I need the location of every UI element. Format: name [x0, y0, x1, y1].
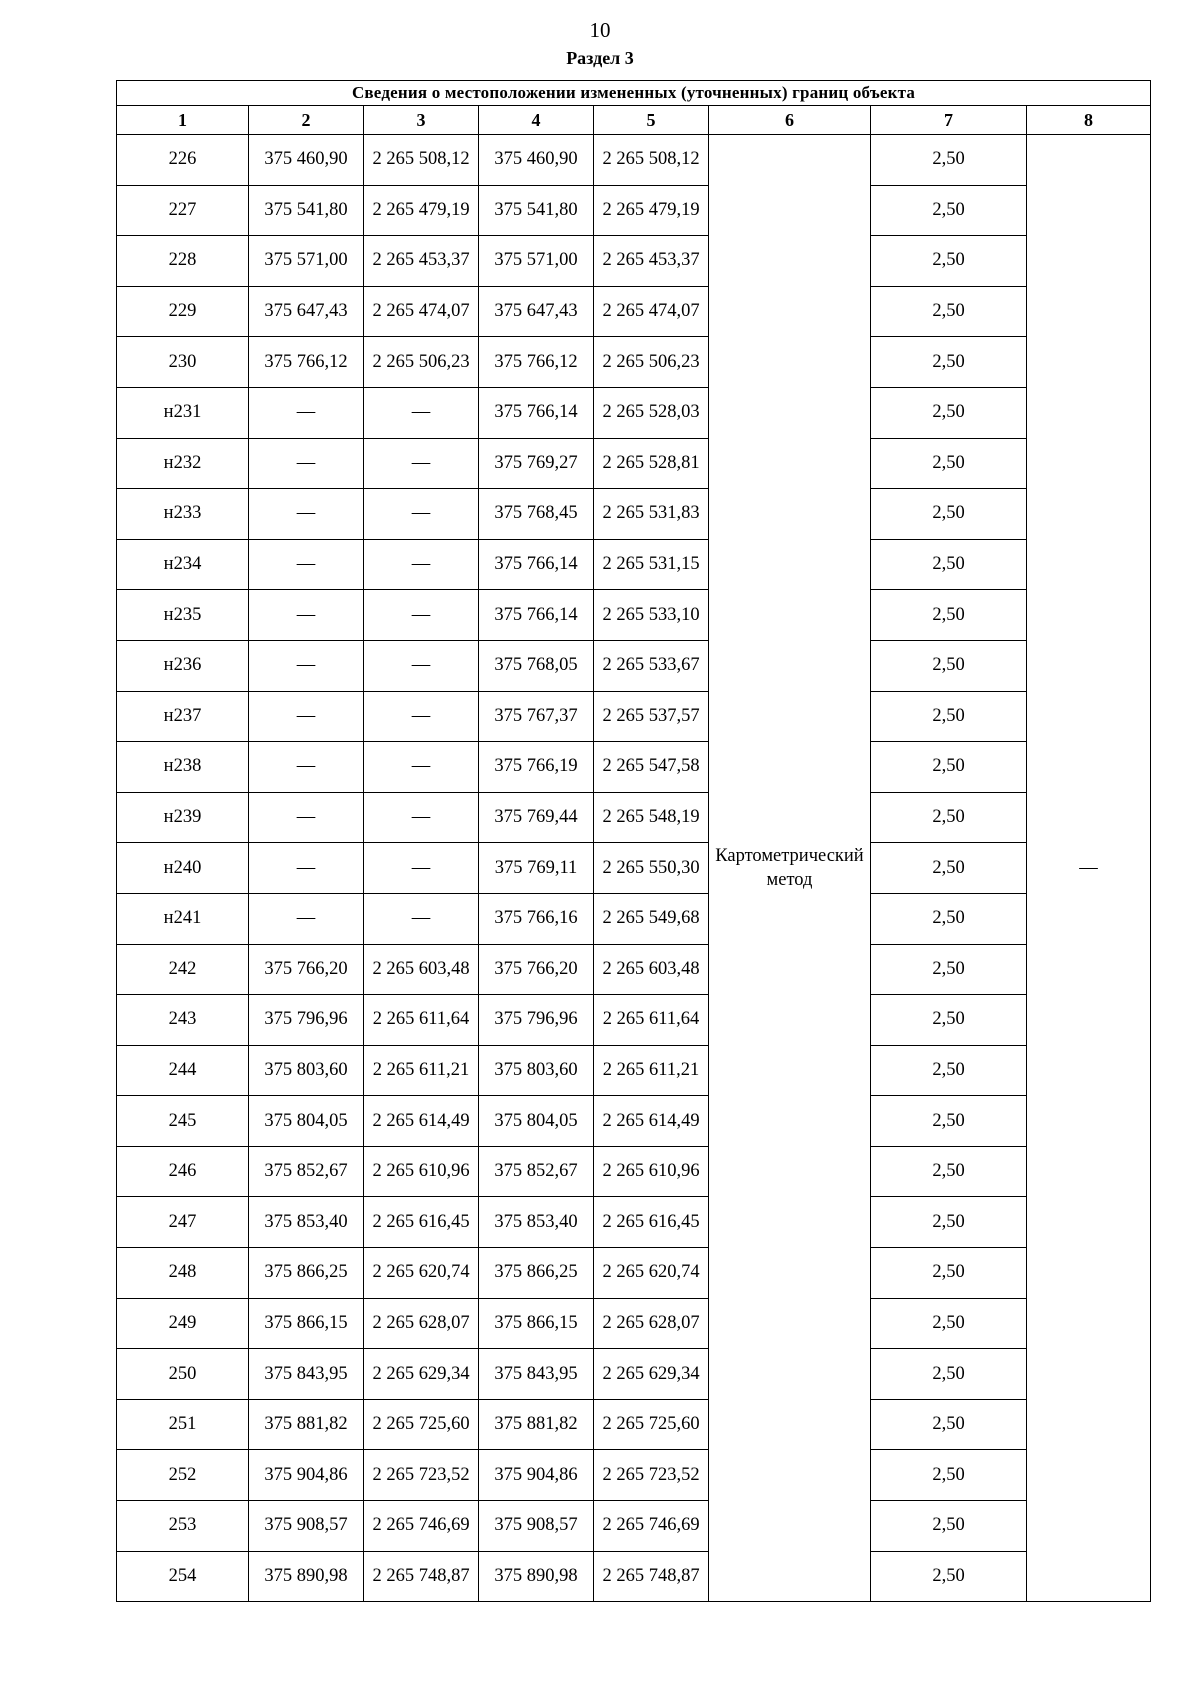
column-number: 3 — [364, 106, 479, 135]
accuracy-cell: 2,50 — [871, 1197, 1027, 1248]
point-number-cell: 250 — [117, 1349, 249, 1400]
old-y-cell: — — [364, 438, 479, 489]
accuracy-cell: 2,50 — [871, 135, 1027, 186]
accuracy-cell: 2,50 — [871, 995, 1027, 1046]
table-row — [117, 1349, 1151, 1400]
table-body — [117, 135, 1151, 1602]
table-row — [117, 1146, 1151, 1197]
point-number-cell: н241 — [117, 893, 249, 944]
table-row — [117, 185, 1151, 236]
old-x-cell: — — [249, 387, 364, 438]
old-x-cell: 375 460,90 — [249, 135, 364, 186]
new-x-cell: 375 852,67 — [479, 1146, 594, 1197]
table-row — [117, 893, 1151, 944]
new-x-cell: 375 766,14 — [479, 590, 594, 641]
column-number: 2 — [249, 106, 364, 135]
old-x-cell: 375 908,57 — [249, 1501, 364, 1552]
old-y-cell: — — [364, 742, 479, 793]
point-number-cell: н233 — [117, 489, 249, 540]
table-row — [117, 792, 1151, 843]
accuracy-cell: 2,50 — [871, 387, 1027, 438]
accuracy-cell: 2,50 — [871, 691, 1027, 742]
old-y-cell: 2 265 479,19 — [364, 185, 479, 236]
old-x-cell: — — [249, 843, 364, 894]
new-x-cell: 375 541,80 — [479, 185, 594, 236]
accuracy-cell: 2,50 — [871, 1096, 1027, 1147]
accuracy-cell: 2,50 — [871, 843, 1027, 894]
point-number-cell: 226 — [117, 135, 249, 186]
new-y-cell: 2 265 611,64 — [594, 995, 709, 1046]
old-x-cell: 375 803,60 — [249, 1045, 364, 1096]
new-y-cell: 2 265 533,67 — [594, 640, 709, 691]
old-y-cell: — — [364, 539, 479, 590]
new-y-cell: 2 265 746,69 — [594, 1501, 709, 1552]
point-number-cell: н235 — [117, 590, 249, 641]
table-row — [117, 1045, 1151, 1096]
point-number-cell: 228 — [117, 236, 249, 287]
old-x-cell: 375 881,82 — [249, 1399, 364, 1450]
point-number-cell: 229 — [117, 286, 249, 337]
old-y-cell: 2 265 611,21 — [364, 1045, 479, 1096]
column-number: 5 — [594, 106, 709, 135]
new-x-cell: 375 767,37 — [479, 691, 594, 742]
column-number: 1 — [117, 106, 249, 135]
accuracy-cell: 2,50 — [871, 1551, 1027, 1602]
table-row — [117, 1298, 1151, 1349]
old-y-cell: 2 265 453,37 — [364, 236, 479, 287]
old-x-cell: — — [249, 539, 364, 590]
point-number-cell: н236 — [117, 640, 249, 691]
old-x-cell: — — [249, 691, 364, 742]
new-y-cell: 2 265 549,68 — [594, 893, 709, 944]
new-y-cell: 2 265 628,07 — [594, 1298, 709, 1349]
table-row — [117, 640, 1151, 691]
new-x-cell: 375 766,19 — [479, 742, 594, 793]
old-x-cell: 375 866,25 — [249, 1248, 364, 1299]
point-number-cell: 249 — [117, 1298, 249, 1349]
new-x-cell: 375 766,14 — [479, 539, 594, 590]
accuracy-cell: 2,50 — [871, 742, 1027, 793]
table-caption: Сведения о местоположении измененных (уточненных) границ объекта — [117, 81, 1151, 106]
new-y-cell: 2 265 620,74 — [594, 1248, 709, 1299]
new-y-cell: 2 265 547,58 — [594, 742, 709, 793]
new-y-cell: 2 265 508,12 — [594, 135, 709, 186]
old-y-cell: 2 265 746,69 — [364, 1501, 479, 1552]
point-number-cell: 230 — [117, 337, 249, 388]
new-y-cell: 2 265 550,30 — [594, 843, 709, 894]
accuracy-cell: 2,50 — [871, 489, 1027, 540]
table-row — [117, 1501, 1151, 1552]
old-x-cell: — — [249, 742, 364, 793]
accuracy-cell: 2,50 — [871, 1501, 1027, 1552]
column-number: 7 — [871, 106, 1027, 135]
new-y-cell: 2 265 548,19 — [594, 792, 709, 843]
table-row — [117, 489, 1151, 540]
point-number-cell: 247 — [117, 1197, 249, 1248]
old-y-cell: 2 265 748,87 — [364, 1551, 479, 1602]
point-number-cell: н239 — [117, 792, 249, 843]
column-number-row — [117, 106, 1151, 135]
accuracy-cell: 2,50 — [871, 185, 1027, 236]
new-x-cell: 375 460,90 — [479, 135, 594, 186]
new-y-cell: 2 265 610,96 — [594, 1146, 709, 1197]
old-y-cell: — — [364, 640, 479, 691]
old-y-cell: — — [364, 843, 479, 894]
table-row — [117, 1197, 1151, 1248]
table-row — [117, 995, 1151, 1046]
old-x-cell: 375 766,12 — [249, 337, 364, 388]
table-row — [117, 135, 1151, 186]
new-x-cell: 375 768,05 — [479, 640, 594, 691]
table-row — [117, 1096, 1151, 1147]
new-x-cell: 375 766,12 — [479, 337, 594, 388]
old-y-cell: 2 265 474,07 — [364, 286, 479, 337]
old-y-cell: — — [364, 387, 479, 438]
new-x-cell: 375 881,82 — [479, 1399, 594, 1450]
column-8-cell: — — [1027, 135, 1151, 1602]
accuracy-cell: 2,50 — [871, 893, 1027, 944]
point-number-cell: 245 — [117, 1096, 249, 1147]
point-number-cell: 227 — [117, 185, 249, 236]
table-row — [117, 944, 1151, 995]
accuracy-cell: 2,50 — [871, 792, 1027, 843]
new-y-cell: 2 265 611,21 — [594, 1045, 709, 1096]
old-x-cell: 375 796,96 — [249, 995, 364, 1046]
point-number-cell: н231 — [117, 387, 249, 438]
point-number-cell: 253 — [117, 1501, 249, 1552]
old-x-cell: 375 890,98 — [249, 1551, 364, 1602]
old-y-cell: 2 265 616,45 — [364, 1197, 479, 1248]
new-x-cell: 375 904,86 — [479, 1450, 594, 1501]
accuracy-cell: 2,50 — [871, 640, 1027, 691]
new-x-cell: 375 571,00 — [479, 236, 594, 287]
new-x-cell: 375 768,45 — [479, 489, 594, 540]
new-y-cell: 2 265 528,03 — [594, 387, 709, 438]
old-y-cell: 2 265 610,96 — [364, 1146, 479, 1197]
page-number: 10 — [589, 18, 611, 42]
accuracy-cell: 2,50 — [871, 1248, 1027, 1299]
point-number-cell: 248 — [117, 1248, 249, 1299]
column-number: 4 — [479, 106, 594, 135]
old-x-cell: — — [249, 590, 364, 641]
table-row — [117, 337, 1151, 388]
section-title: Раздел 3 — [566, 48, 634, 68]
new-y-cell: 2 265 506,23 — [594, 337, 709, 388]
old-y-cell: 2 265 725,60 — [364, 1399, 479, 1450]
accuracy-cell: 2,50 — [871, 286, 1027, 337]
old-y-cell: 2 265 723,52 — [364, 1450, 479, 1501]
accuracy-cell: 2,50 — [871, 944, 1027, 995]
point-number-cell: 244 — [117, 1045, 249, 1096]
new-x-cell: 375 647,43 — [479, 286, 594, 337]
old-x-cell: 375 571,00 — [249, 236, 364, 287]
new-y-cell: 2 265 629,34 — [594, 1349, 709, 1400]
table-row — [117, 742, 1151, 793]
table-row — [117, 843, 1151, 894]
table-row — [117, 438, 1151, 489]
old-y-cell: 2 265 506,23 — [364, 337, 479, 388]
new-y-cell: 2 265 725,60 — [594, 1399, 709, 1450]
old-y-cell: 2 265 508,12 — [364, 135, 479, 186]
table-row — [117, 590, 1151, 641]
accuracy-cell: 2,50 — [871, 236, 1027, 287]
new-y-cell: 2 265 528,81 — [594, 438, 709, 489]
new-y-cell: 2 265 537,57 — [594, 691, 709, 742]
new-x-cell: 375 766,20 — [479, 944, 594, 995]
new-y-cell: 2 265 616,45 — [594, 1197, 709, 1248]
new-x-cell: 375 766,16 — [479, 893, 594, 944]
accuracy-cell: 2,50 — [871, 590, 1027, 641]
point-number-cell: н234 — [117, 539, 249, 590]
new-x-cell: 375 769,11 — [479, 843, 594, 894]
point-number-cell: 251 — [117, 1399, 249, 1450]
new-y-cell: 2 265 531,15 — [594, 539, 709, 590]
old-x-cell: 375 647,43 — [249, 286, 364, 337]
old-x-cell: 375 843,95 — [249, 1349, 364, 1400]
new-x-cell: 375 843,95 — [479, 1349, 594, 1400]
old-y-cell: — — [364, 792, 479, 843]
boundary-coordinates-table — [116, 80, 1151, 1602]
point-number-cell: 246 — [117, 1146, 249, 1197]
old-y-cell: 2 265 611,64 — [364, 995, 479, 1046]
point-number-cell: 242 — [117, 944, 249, 995]
old-y-cell: — — [364, 691, 479, 742]
new-y-cell: 2 265 531,83 — [594, 489, 709, 540]
column-number: 6 — [709, 106, 871, 135]
point-number-cell: 254 — [117, 1551, 249, 1602]
old-x-cell: — — [249, 640, 364, 691]
accuracy-cell: 2,50 — [871, 1146, 1027, 1197]
table-row — [117, 1450, 1151, 1501]
accuracy-cell: 2,50 — [871, 438, 1027, 489]
new-y-cell: 2 265 603,48 — [594, 944, 709, 995]
new-x-cell: 375 766,14 — [479, 387, 594, 438]
new-y-cell: 2 265 748,87 — [594, 1551, 709, 1602]
table-row — [117, 691, 1151, 742]
old-x-cell: — — [249, 792, 364, 843]
point-number-cell: 252 — [117, 1450, 249, 1501]
old-y-cell: — — [364, 893, 479, 944]
point-number-cell: н240 — [117, 843, 249, 894]
old-x-cell: — — [249, 489, 364, 540]
accuracy-cell: 2,50 — [871, 1399, 1027, 1450]
old-y-cell: 2 265 603,48 — [364, 944, 479, 995]
accuracy-cell: 2,50 — [871, 1298, 1027, 1349]
point-number-cell: н237 — [117, 691, 249, 742]
old-x-cell: 375 904,86 — [249, 1450, 364, 1501]
new-x-cell: 375 804,05 — [479, 1096, 594, 1147]
table-row — [117, 1248, 1151, 1299]
accuracy-cell: 2,50 — [871, 337, 1027, 388]
new-x-cell: 375 803,60 — [479, 1045, 594, 1096]
determination-method-cell: Картометрический метод — [709, 135, 871, 1602]
new-y-cell: 2 265 474,07 — [594, 286, 709, 337]
table-row — [117, 1551, 1151, 1602]
old-x-cell: 375 852,67 — [249, 1146, 364, 1197]
table-row — [117, 1399, 1151, 1450]
point-number-cell: н232 — [117, 438, 249, 489]
old-x-cell: 375 766,20 — [249, 944, 364, 995]
accuracy-cell: 2,50 — [871, 1045, 1027, 1096]
new-x-cell: 375 866,25 — [479, 1248, 594, 1299]
new-x-cell: 375 769,27 — [479, 438, 594, 489]
accuracy-cell: 2,50 — [871, 539, 1027, 590]
old-x-cell: — — [249, 438, 364, 489]
table-row — [117, 539, 1151, 590]
old-y-cell: 2 265 629,34 — [364, 1349, 479, 1400]
old-x-cell: 375 804,05 — [249, 1096, 364, 1147]
accuracy-cell: 2,50 — [871, 1349, 1027, 1400]
point-number-cell: н238 — [117, 742, 249, 793]
new-x-cell: 375 769,44 — [479, 792, 594, 843]
old-x-cell: 375 541,80 — [249, 185, 364, 236]
old-y-cell: — — [364, 489, 479, 540]
table-row — [117, 286, 1151, 337]
old-y-cell: 2 265 628,07 — [364, 1298, 479, 1349]
old-x-cell: — — [249, 893, 364, 944]
new-y-cell: 2 265 533,10 — [594, 590, 709, 641]
new-y-cell: 2 265 479,19 — [594, 185, 709, 236]
new-x-cell: 375 796,96 — [479, 995, 594, 1046]
table-row — [117, 236, 1151, 287]
new-y-cell: 2 265 614,49 — [594, 1096, 709, 1147]
new-x-cell: 375 908,57 — [479, 1501, 594, 1552]
new-x-cell: 375 890,98 — [479, 1551, 594, 1602]
old-y-cell: 2 265 620,74 — [364, 1248, 479, 1299]
new-x-cell: 375 853,40 — [479, 1197, 594, 1248]
old-y-cell: — — [364, 590, 479, 641]
new-x-cell: 375 866,15 — [479, 1298, 594, 1349]
table-row — [117, 387, 1151, 438]
new-y-cell: 2 265 723,52 — [594, 1450, 709, 1501]
new-y-cell: 2 265 453,37 — [594, 236, 709, 287]
column-number: 8 — [1027, 106, 1151, 135]
point-number-cell: 243 — [117, 995, 249, 1046]
old-x-cell: 375 866,15 — [249, 1298, 364, 1349]
old-y-cell: 2 265 614,49 — [364, 1096, 479, 1147]
accuracy-cell: 2,50 — [871, 1450, 1027, 1501]
old-x-cell: 375 853,40 — [249, 1197, 364, 1248]
